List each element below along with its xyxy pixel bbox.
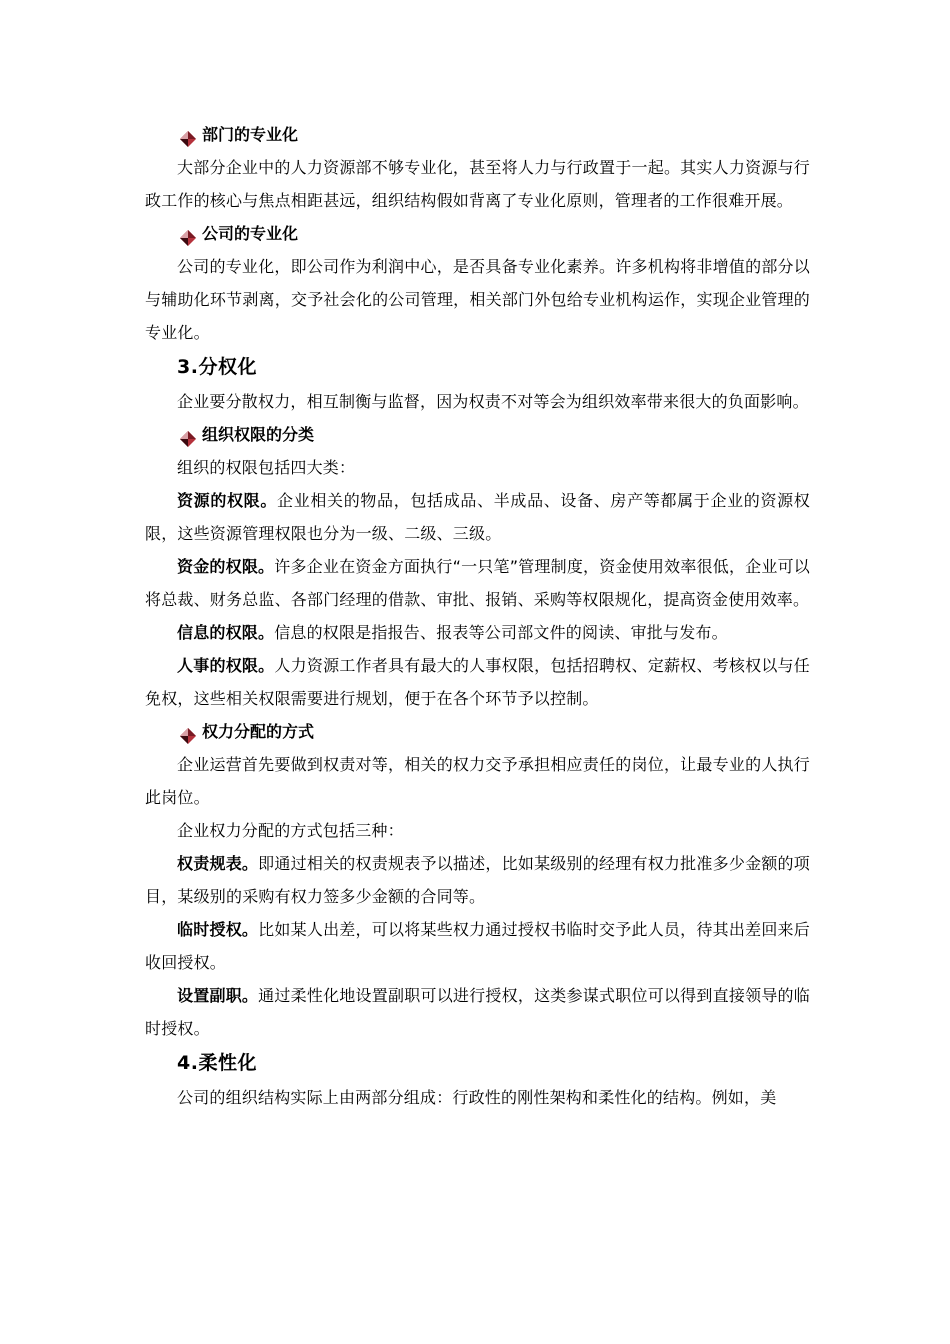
diamond-bullet-icon: [179, 426, 197, 444]
heading-text: 权力分配的方式: [202, 722, 315, 741]
heading-text: 公司的专业化: [202, 224, 299, 243]
diamond-bullet-icon: [179, 126, 197, 144]
term-text: 企业相关的物品，包括成品、半成品、设备、房产等都属于企业的资源权限，这些资源管理权限也分为一级、二级、三级。: [145, 491, 811, 543]
diamond-bullet-icon: [179, 723, 197, 741]
document-page: [145, 118, 810, 1114]
paragraph-resource-authority: [145, 484, 810, 550]
paragraph-dept: 大部分企业中的人力资源部不够专业化，甚至将人力与行政置于一起。其实人力资源与行政工作的核心与焦点相距甚远，组织结构假如背离了专业化原则，管理者的工作很难开展。: [145, 158, 810, 210]
paragraph-flexibility: 公司的组织结构实际上由两部分组成：行政性的刚性架构和柔性化的结构。例如，美: [177, 1088, 777, 1107]
heading-flexibility: 4.柔性化: [177, 1052, 257, 1074]
paragraph-deputy: [145, 979, 810, 1045]
paragraph-fund-authority: [145, 550, 810, 616]
paragraph-distribution: 企业运营首先要做到权责对等，相关的权力交予承担相应责任的岗位，让最专业的人执行此岗位。: [145, 755, 810, 807]
heading-text: 部门的专业化: [202, 125, 299, 144]
paragraph-temporary-authorization: [145, 913, 810, 979]
term-label: 资金的权限。: [177, 557, 275, 576]
paragraph-hr-authority: [145, 649, 810, 715]
term-label: 设置副职。: [177, 986, 259, 1005]
heading-dept-specialization: [145, 118, 810, 151]
term-label: 资源的权限。: [177, 491, 278, 510]
term-text: 通过柔性化地设置副职可以进行授权，这类参谋式职位可以得到直接领导的临时授权。: [145, 986, 810, 1038]
paragraph-info-authority: [145, 616, 810, 649]
term-text: 信息的权限是指报告、报表等公司部文件的阅读、审批与发布。: [274, 623, 728, 642]
paragraph-decentralization: 企业要分散权力，相互制衡与监督，因为权责不对等会为组织效率带来很大的负面影响。: [177, 392, 809, 411]
heading-power-distribution: [145, 715, 810, 748]
diamond-bullet-icon: [179, 225, 197, 243]
paragraph-company: 公司的专业化，即公司作为利润中心，是否具备专业化素养。许多机构将非增值的部分以与辅助化环节剥离，交予社会化的公司管理，相关部门外包给专业机构运作，实现企业管理的专业化。: [145, 257, 810, 342]
paragraph-responsibility-table: [145, 847, 810, 913]
term-text: 人力资源工作者具有最大的人事权限，包括招聘权、定薪权、考核权以与任免权，这些相关权限需要进行规划，便于在各个环节予以控制。: [145, 656, 810, 708]
term-label: 临时授权。: [177, 920, 259, 939]
heading-text: 组织权限的分类: [202, 425, 315, 444]
heading-company-specialization: [145, 217, 810, 250]
term-label: 权责规表。: [177, 854, 259, 873]
term-text: 即通过相关的权责规表予以描述，比如某级别的经理有权力批准多少金额的项目，某级别的采购有权力签多少金额的合同等。: [145, 854, 810, 906]
heading-decentralization: 3.分权化: [177, 356, 257, 378]
paragraph-distribution-intro: 企业权力分配的方式包括三种：: [177, 821, 404, 840]
term-label: 人事的权限。: [177, 656, 275, 675]
paragraph-authority-intro: 组织的权限包括四大类：: [177, 458, 356, 477]
term-text: 比如某人出差，可以将某些权力通过授权书临时交予此人员，待其出差回来后收回授权。: [145, 920, 810, 972]
heading-authority-classification: [145, 418, 810, 451]
term-text: 许多企业在资金方面执行“一只笔”管理制度，资金使用效率很低，企业可以将总裁、财务总监、各部门经理的借款、审批、报销、采购等权限规化，提高资金使用效率。: [145, 557, 810, 609]
term-label: 信息的权限。: [177, 623, 275, 642]
